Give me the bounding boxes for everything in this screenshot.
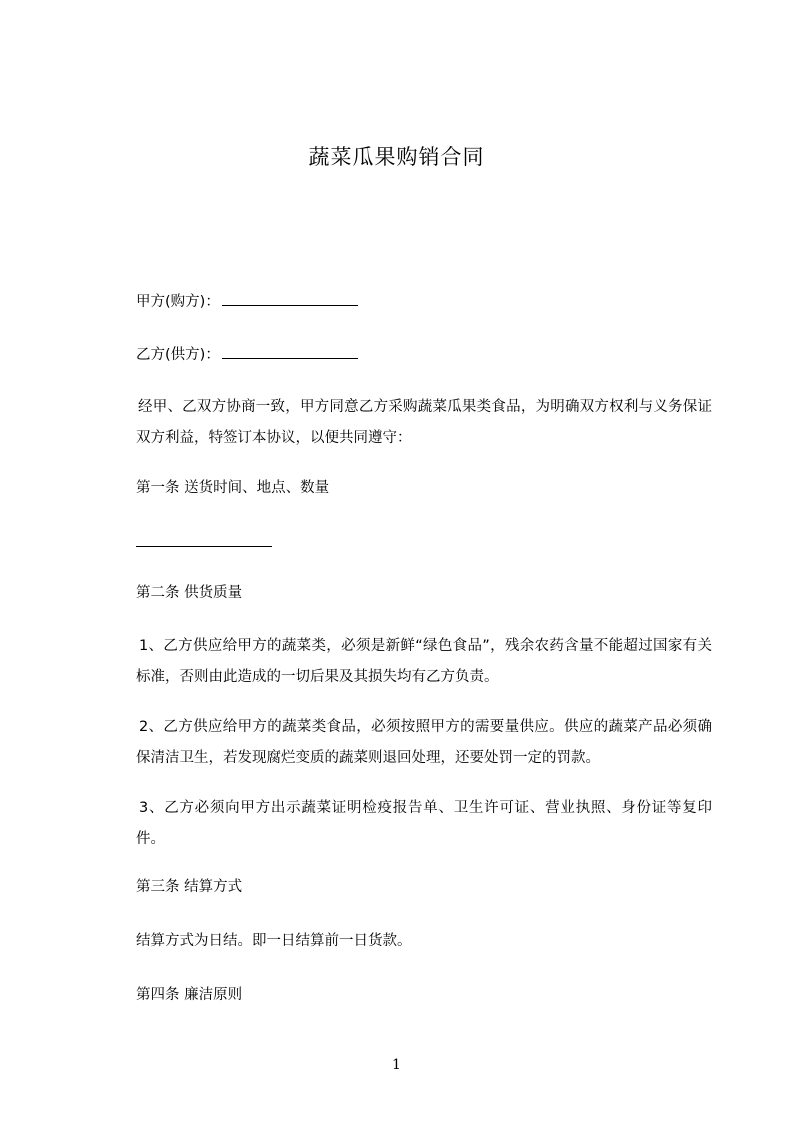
party-b-blank	[222, 344, 358, 359]
article4-heading: 第四条 廉洁原则	[136, 987, 243, 1003]
party-b-label: 乙方(供方)：	[136, 347, 220, 363]
article1-blank	[136, 546, 272, 547]
article3-heading: 第三条 结算方式	[136, 879, 243, 895]
article2-heading: 第二条 供货质量	[136, 585, 243, 601]
page-number: 1	[392, 1057, 401, 1073]
party-a-blank	[222, 291, 358, 306]
contract-title: 蔬菜瓜果购销合同	[308, 145, 485, 169]
party-a-label: 甲方(购方)：	[136, 294, 220, 310]
party-b-line	[136, 344, 358, 365]
intro-paragraph: 经甲、乙双方协商一致，甲方同意乙方采购蔬菜瓜果类食品，为明确双方权利与义务保证双方利益，特签订本协议，以便共同遵守：	[136, 399, 712, 446]
article2-item-2: 2、乙方供应给甲方的蔬菜类食品，必须按照甲方的需要量供应。供应的蔬菜产品必须确保清洁卫生，若发现腐烂变质的蔬菜则退回处理，还要处罚一定的罚款。	[136, 719, 712, 766]
article2-item-3: 3、乙方必须向甲方出示蔬菜证明检疫报告单、卫生许可证、营业执照、身份证等复印件。	[136, 800, 712, 847]
article3-text: 结算方式为日结。即一日结算前一日货款。	[136, 933, 412, 949]
article1-heading: 第一条 送货时间、地点、数量	[136, 480, 330, 496]
party-a-line	[136, 291, 358, 312]
article2-item-1: 1、乙方供应给甲方的蔬菜类，必须是新鲜“绿色食品”，残余农药含量不能超过国家有关标准，否则由此造成的一切后果及其损失均有乙方负责。	[136, 638, 712, 685]
